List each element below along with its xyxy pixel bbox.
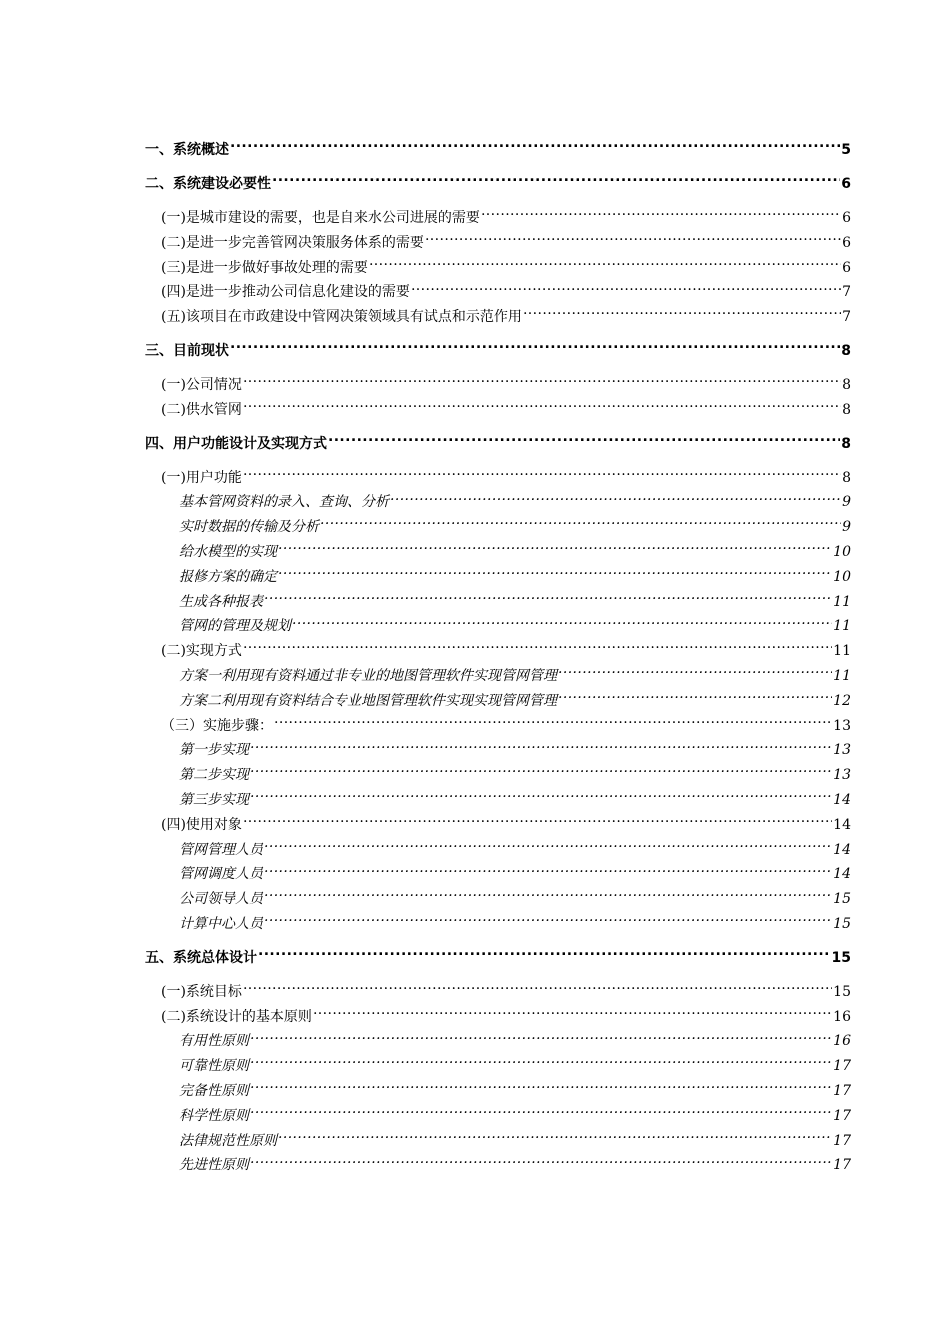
toc-entry-page-number: 11 bbox=[833, 643, 851, 660]
toc-entry[interactable] bbox=[145, 490, 851, 515]
toc-entry[interactable] bbox=[145, 763, 851, 788]
toc-entry-title: 第三步实现 bbox=[179, 791, 249, 808]
toc-entry-title: 实时数据的传输及分析 bbox=[179, 519, 319, 536]
toc-entry-title: 四、用户功能设计及实现方式 bbox=[145, 435, 327, 452]
toc-entry[interactable] bbox=[145, 1005, 851, 1030]
toc-entry-page-number: 16 bbox=[833, 1008, 851, 1025]
toc-entry[interactable] bbox=[145, 1054, 851, 1079]
toc-entry-page-number: 14 bbox=[833, 791, 851, 808]
toc-entry-title: (一)用户功能 bbox=[161, 469, 242, 486]
toc-entry-title: 管网的管理及规划 bbox=[179, 618, 291, 635]
dot-leader bbox=[411, 282, 841, 296]
toc-entry-page-number: 17 bbox=[833, 1157, 851, 1174]
toc-entry[interactable] bbox=[145, 689, 851, 714]
toc-entry-page-number: 13 bbox=[833, 717, 851, 734]
dot-leader bbox=[425, 233, 841, 247]
toc-entry[interactable] bbox=[145, 946, 851, 971]
toc-entry-title: 管网管理人员 bbox=[179, 841, 263, 858]
toc-entry-title: (三)是进一步做好事故处理的需要 bbox=[161, 259, 368, 276]
toc-entry[interactable] bbox=[145, 305, 851, 330]
toc-entry-title: 一、系统概述 bbox=[145, 142, 229, 158]
toc-entry-page-number: 17 bbox=[833, 1132, 851, 1149]
toc-entry-title: (一)系统目标 bbox=[161, 983, 242, 1000]
toc-entry-page-number: 13 bbox=[833, 767, 851, 784]
toc-entry-title: 三、目前现状 bbox=[145, 342, 229, 359]
dot-leader bbox=[278, 567, 832, 581]
toc-entry-page-number: 5 bbox=[841, 142, 851, 158]
dot-leader bbox=[250, 740, 832, 754]
toc-entry-page-number: 8 bbox=[841, 342, 851, 359]
toc-entry-title: 计算中心人员 bbox=[179, 915, 263, 932]
toc-entry[interactable] bbox=[145, 912, 851, 937]
toc-entry-title: 二、系统建设必要性 bbox=[145, 176, 271, 192]
toc-entry-title: (二)是进一步完善管网决策服务体系的需要 bbox=[161, 234, 424, 251]
dot-leader bbox=[243, 400, 841, 414]
toc-entry[interactable] bbox=[145, 432, 851, 457]
dot-leader bbox=[264, 864, 832, 878]
toc-entry-page-number: 15 bbox=[833, 915, 851, 932]
toc-entry-page-number: 14 bbox=[833, 841, 851, 858]
dot-leader bbox=[264, 889, 832, 903]
table-of-contents bbox=[145, 138, 851, 1178]
toc-entry-page-number: 17 bbox=[833, 1058, 851, 1075]
toc-entry-page-number: 10 bbox=[833, 568, 851, 585]
toc-entry-title: (二)供水管网 bbox=[161, 401, 242, 418]
dot-leader bbox=[250, 1155, 832, 1169]
toc-entry-title: (四)使用对象 bbox=[161, 816, 242, 833]
toc-entry[interactable] bbox=[145, 887, 851, 912]
dot-leader bbox=[390, 492, 841, 506]
toc-entry[interactable] bbox=[145, 515, 851, 540]
toc-entry[interactable] bbox=[145, 664, 851, 689]
toc-entry-title: 报修方案的确定 bbox=[179, 568, 277, 585]
toc-entry-page-number: 6 bbox=[842, 259, 851, 276]
toc-entry-title: 生成各种报表 bbox=[179, 593, 263, 610]
toc-entry-page-number: 9 bbox=[842, 519, 851, 536]
dot-leader bbox=[243, 641, 832, 655]
dot-leader bbox=[558, 666, 832, 680]
toc-entry[interactable] bbox=[145, 540, 851, 565]
toc-entry-title: 五、系统总体设计 bbox=[145, 949, 257, 966]
toc-entry-title: 给水模型的实现 bbox=[179, 543, 277, 560]
toc-entry-title: 有用性原则 bbox=[179, 1033, 249, 1050]
dot-leader bbox=[230, 341, 840, 355]
toc-entry-page-number: 8 bbox=[842, 376, 851, 393]
toc-entry-title: （三）实施步骤： bbox=[161, 717, 273, 734]
toc-entry[interactable] bbox=[145, 398, 851, 423]
toc-entry[interactable] bbox=[145, 788, 851, 813]
toc-entry-title: 先进性原则 bbox=[179, 1157, 249, 1174]
dot-leader bbox=[558, 691, 832, 705]
toc-entry-page-number: 8 bbox=[842, 469, 851, 486]
toc-entry-title: 法律规范性原则 bbox=[179, 1132, 277, 1149]
toc-entry[interactable] bbox=[145, 714, 851, 739]
toc-entry-title: 可靠性原则 bbox=[179, 1058, 249, 1075]
toc-entry[interactable] bbox=[145, 813, 851, 838]
toc-entry-page-number: 15 bbox=[833, 983, 851, 1000]
toc-entry[interactable] bbox=[145, 862, 851, 887]
dot-leader bbox=[481, 208, 841, 222]
toc-entry-page-number: 12 bbox=[833, 692, 851, 709]
dot-leader bbox=[243, 815, 832, 829]
toc-entry-page-number: 6 bbox=[841, 176, 851, 192]
toc-entry-title: 管网调度人员 bbox=[179, 866, 263, 883]
toc-entry-page-number: 6 bbox=[842, 210, 851, 226]
toc-entry-page-number: 10 bbox=[833, 543, 851, 560]
toc-entry-title: (二)系统设计的基本原则 bbox=[161, 1008, 312, 1025]
toc-entry[interactable] bbox=[145, 1104, 851, 1129]
toc-entry-page-number: 9 bbox=[842, 494, 851, 511]
toc-entry-page-number: 14 bbox=[833, 866, 851, 883]
toc-entry-title: (四)是进一步推动公司信息化建设的需要 bbox=[161, 284, 410, 301]
toc-entry[interactable] bbox=[145, 1029, 851, 1054]
toc-entry-page-number: 7 bbox=[842, 284, 851, 301]
toc-entry-title: 科学性原则 bbox=[179, 1107, 249, 1124]
dot-leader bbox=[278, 1131, 832, 1145]
toc-entry-page-number: 8 bbox=[841, 435, 851, 452]
toc-entry[interactable] bbox=[145, 614, 851, 639]
dot-leader bbox=[250, 1081, 832, 1095]
toc-entry-title: (五)该项目在市政建设中管网决策领域具有试点和示范作用 bbox=[161, 309, 522, 326]
toc-entry[interactable] bbox=[145, 339, 851, 364]
toc-entry-title: (一)是城市建设的需要，也是自来水公司进展的需要 bbox=[161, 210, 480, 226]
toc-entry-page-number: 16 bbox=[833, 1033, 851, 1050]
toc-entry[interactable] bbox=[145, 256, 851, 281]
toc-entry-title: 公司领导人员 bbox=[179, 891, 263, 908]
toc-entry-page-number: 17 bbox=[833, 1107, 851, 1124]
dot-leader bbox=[264, 840, 832, 854]
toc-entry-title: 方案一利用现有资料通过非专业的地图管理软件实现管网管理 bbox=[179, 667, 557, 684]
toc-entry[interactable] bbox=[145, 172, 851, 197]
dot-leader bbox=[264, 592, 832, 606]
toc-entry[interactable] bbox=[145, 231, 851, 256]
dot-leader bbox=[250, 790, 832, 804]
toc-entry[interactable] bbox=[145, 565, 851, 590]
dot-leader bbox=[250, 1106, 832, 1120]
toc-entry[interactable] bbox=[145, 980, 851, 1005]
toc-entry[interactable] bbox=[145, 738, 851, 763]
toc-entry-page-number: 15 bbox=[833, 891, 851, 908]
toc-entry[interactable] bbox=[145, 206, 851, 231]
dot-leader bbox=[243, 982, 832, 996]
toc-entry[interactable] bbox=[145, 1079, 851, 1104]
dot-leader bbox=[250, 765, 832, 779]
toc-entry-title: 第一步实现 bbox=[179, 742, 249, 759]
dot-leader bbox=[230, 140, 840, 154]
toc-entry[interactable] bbox=[145, 280, 851, 305]
dot-leader bbox=[272, 174, 840, 188]
toc-entry-title: 基本管网资料的录入、查询、分析 bbox=[179, 494, 389, 511]
toc-entry-page-number: 13 bbox=[833, 742, 851, 759]
toc-entry[interactable] bbox=[145, 590, 851, 615]
toc-entry[interactable] bbox=[145, 838, 851, 863]
dot-leader bbox=[264, 914, 832, 928]
dot-leader bbox=[250, 1056, 832, 1070]
toc-entry-page-number: 15 bbox=[831, 949, 851, 966]
toc-entry[interactable] bbox=[145, 373, 851, 398]
dot-leader bbox=[320, 517, 841, 531]
dot-leader bbox=[328, 434, 840, 448]
toc-entry-page-number: 6 bbox=[842, 234, 851, 251]
toc-entry-title: (一)公司情况 bbox=[161, 376, 242, 393]
toc-entry[interactable] bbox=[145, 138, 851, 163]
toc-entry[interactable] bbox=[145, 466, 851, 491]
dot-leader bbox=[292, 616, 832, 630]
toc-entry-title: (二)实现方式 bbox=[161, 643, 242, 660]
dot-leader bbox=[523, 307, 841, 321]
dot-leader bbox=[369, 258, 841, 272]
toc-entry-title: 方案二利用现有资料结合专业地图管理软件实现实现管网管理 bbox=[179, 692, 557, 709]
toc-entry[interactable] bbox=[145, 639, 851, 664]
dot-leader bbox=[313, 1007, 832, 1021]
toc-entry[interactable] bbox=[145, 1153, 851, 1178]
dot-leader bbox=[278, 542, 832, 556]
toc-entry-title: 第二步实现 bbox=[179, 767, 249, 784]
toc-entry-page-number: 11 bbox=[833, 593, 851, 610]
toc-entry-page-number: 14 bbox=[833, 816, 851, 833]
toc-entry-page-number: 11 bbox=[833, 618, 851, 635]
dot-leader bbox=[243, 468, 841, 482]
toc-entry[interactable] bbox=[145, 1129, 851, 1154]
toc-entry-page-number: 11 bbox=[833, 667, 851, 684]
toc-entry-page-number: 8 bbox=[842, 401, 851, 418]
toc-entry-page-number: 7 bbox=[842, 309, 851, 326]
toc-entry-title: 完备性原则 bbox=[179, 1082, 249, 1099]
dot-leader bbox=[274, 716, 832, 730]
toc-entry-page-number: 17 bbox=[833, 1082, 851, 1099]
dot-leader bbox=[243, 375, 841, 389]
dot-leader bbox=[250, 1031, 832, 1045]
dot-leader bbox=[258, 948, 831, 962]
